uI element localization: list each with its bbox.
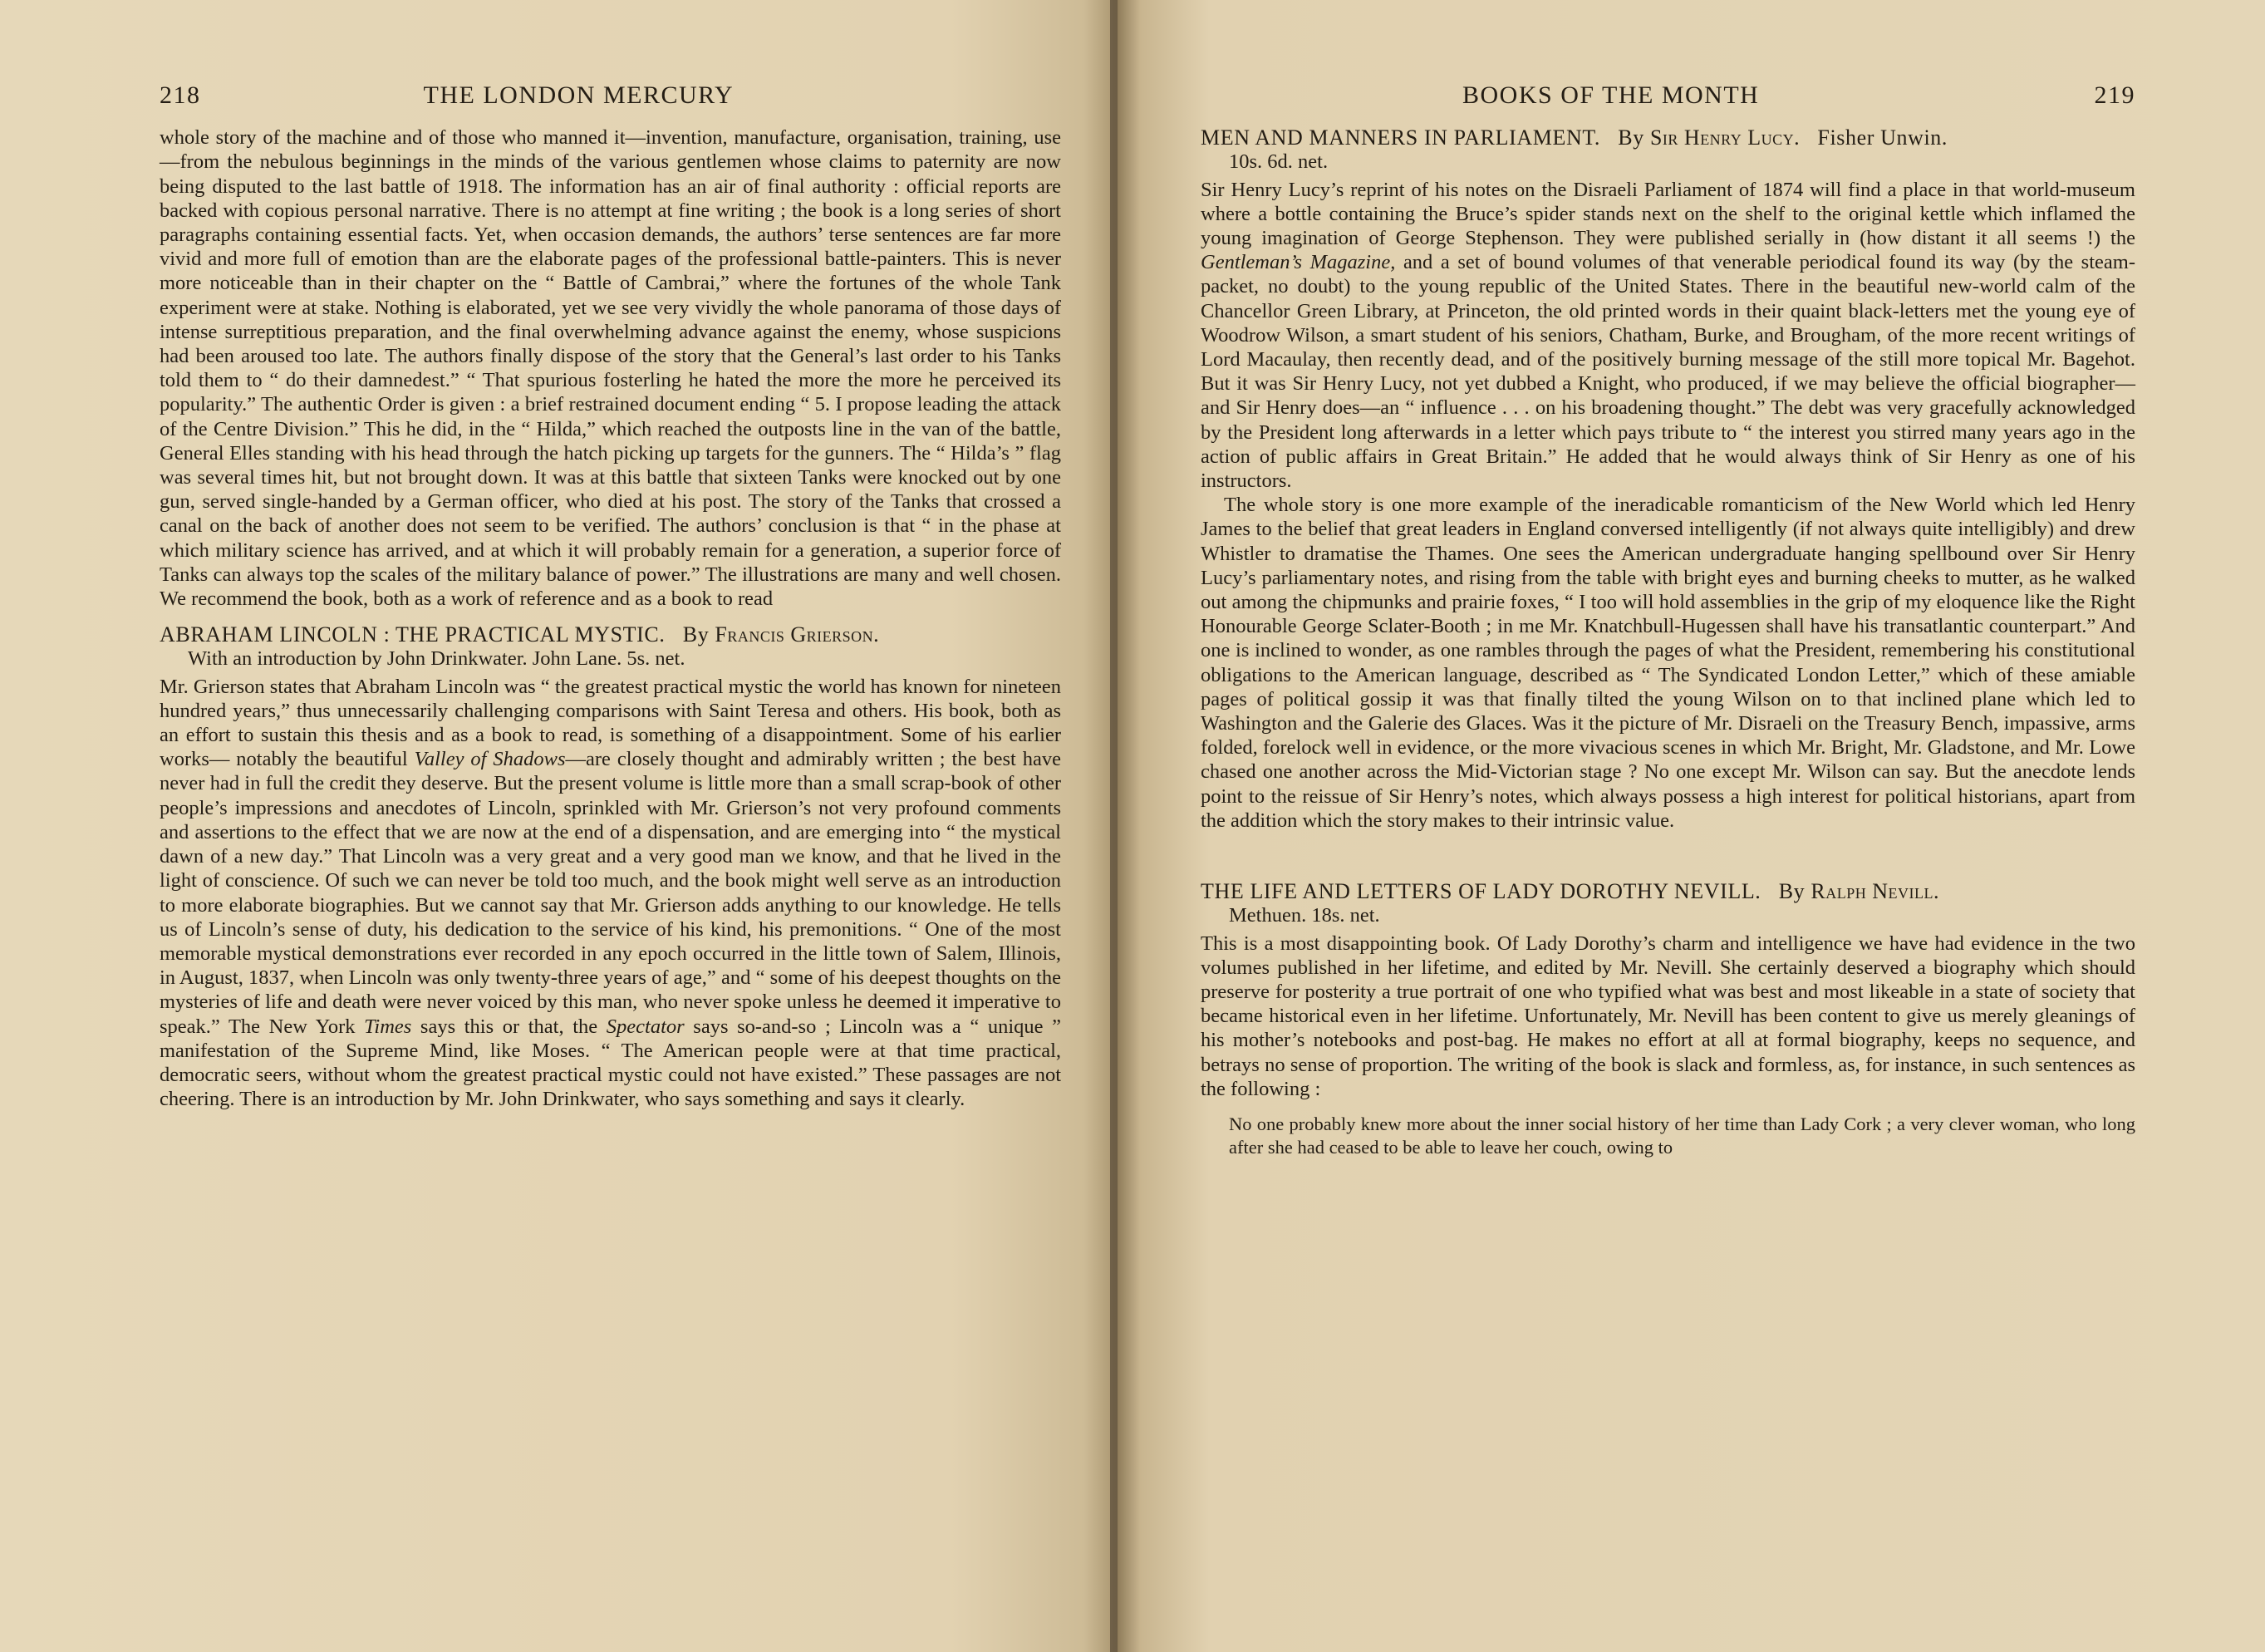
right-column xyxy=(1201,83,2135,1159)
right-page xyxy=(1118,0,2265,1652)
entry-body: This is a most disappointing book. Of Lady Dorothy’s charm and intelligence we have had evidence in the two volumes published in her lifetime, and edited by Mr. Nevill. She certainly deserved a biography which should preserve for posterity a true portrait of one who typified what was best and most likeable in a state of society that became historical even in her lifetime. Unfortunately, Mr. Nevill has been content to give us merely gleanings of his mother’s notebooks and post-bag. He makes no effort at all at formal biography, keeps no sequence, and betrays no sense of proportion. The writing of the book is slack and formless, as, for instance, in such sentences as the following : xyxy=(1201,932,2135,1100)
entry-body xyxy=(160,675,1061,1112)
entry-price: 10s. 6d. net. xyxy=(1229,150,1329,174)
left-page xyxy=(0,0,1118,1652)
magazine-title-italic: Gentleman’s Magazine, xyxy=(1201,251,1396,274)
entry-by: By xyxy=(1778,879,1806,904)
entry-heading xyxy=(1201,125,2135,150)
entry-by: By xyxy=(1618,125,1644,150)
newspaper-title-italic: Times xyxy=(364,1015,412,1038)
entry-author: Ralph Nevill. xyxy=(1811,879,1939,904)
entry-author: Sir Henry Lucy. xyxy=(1649,125,1801,150)
page-number-right: 219 xyxy=(2094,81,2135,109)
review-entry-nevill xyxy=(1201,879,2135,1159)
entry-title: ABRAHAM LINCOLN : THE PRACTICAL MYSTIC. xyxy=(160,622,666,647)
running-head-left: THE LONDON MERCURY xyxy=(423,81,735,109)
entry-author: Francis Grierson. xyxy=(715,622,880,647)
entry-body xyxy=(1201,178,2135,494)
entry-by: By xyxy=(682,622,710,647)
entry-publisher: Fisher Unwin. xyxy=(1817,125,1948,150)
entry-title: THE LIFE AND LETTERS OF LADY DOROTHY NEVILL. xyxy=(1201,879,1761,904)
body-text: Sir Henry Lucy’s reprint of his notes on the Disraeli Parliament of 1874 will find a place in that world-museum where a bottle containing the Bruce’s spider stands next on the shelf to the original kettle which inflamed the young imagination of George Stephenson. They were published serially in (how distant it all seems !) the xyxy=(1201,178,2135,250)
entry-publication: Methuen. 18s. net. xyxy=(1229,904,1380,927)
running-head-right: BOOKS OF THE MONTH xyxy=(1462,81,1760,109)
body-text: says this or that, the xyxy=(420,1015,598,1038)
book-title-italic: Valley of Shadows xyxy=(414,748,566,771)
entry-heading xyxy=(1201,879,2135,903)
left-column xyxy=(160,83,1061,1111)
right-running-head xyxy=(1201,83,2135,107)
entry-publication: With an introduction by John Drinkwater. John Lane. 5s. net. xyxy=(188,647,685,671)
body-text: and a set of bound volumes of that venerable periodical found its way (by the steam-packet, no doubt) to the young republic of the United States. There in the beautiful new-world calm of the Chancellor Green Library, at Princeton, the old printed words in their quaint black-letters met the young eye of Woodrow Wilson, a smart student of his seniors, Chatham, Burke, and Brougham, of the more recent writings of Lord Macaulay, then recently dead, and of the positively burning message of the still more topical Mr. Bagehot. But it was Sir Henry Lucy, not yet dubbed a Knight, who produced, if we may believe the official biographer—and Sir Henry does—an “ influence . . . on his broadening thought.” The debt was very gracefully acknowledged by the President long afterwards in a letter which pays tribute to “ the interest you stirred many years ago in the action of public affairs in Great Britain.” He added that he would always think of Sir Henry as one of his instructors. xyxy=(1201,251,2135,493)
body-text: Mr. Grierson states that Abraham Lincoln was “ the greatest practical mystic the world has known for nineteen hundred years,” thus unnecessarily challenging comparisons with Saint Teresa and others. His book, both as an effort to sustain this thesis and as a book to read, is something of a disappointment. Some of his earlier works— notably the beautiful xyxy=(160,675,1061,771)
review-entry-lucy xyxy=(1201,125,2135,833)
entry-title: MEN AND MANNERS IN PARLIAMENT. xyxy=(1201,125,1600,150)
body-text: —are closely thought and admirably written ; the best have never had in full the credit they deserve. But the present volume is little more than a small scrap-book of other people’s impressions and anecdotes of Lincoln, sprinkled with Mr. Grierson’s not very profound comments and assertions to the effect that we are now at the end of a dispensation, and are emerging into “ the mystical dawn of a new day.” That Lincoln was a very great and a very good man we know, and that he lived in the light of conscience. Of such we can never be told too much, and the book might well serve as an introduction to more elaborate biographies. But we cannot say that Mr. Grierson adds anything to our knowledge. He tells us of Lincoln’s sense of duty, his dedication to the service of his kind, his premonitions. “ One of the most memorable mystical demonstrations ever recorded in any epoch occurred in the little town of Salem, Illinois, in August, 1837, when Lincoln was only twenty-three years of age,” and “ some of his deepest thoughts on the mysteries of life and death were never voiced by this man, who never spoke unless he deemed it imperative to speak.” The New York xyxy=(160,748,1062,1038)
body-text: says so-and-so ; Lincoln was a “ unique ” manifestation of the Supreme Mind, like Moses. “ The American people were at that time practical, democratic seers, without whom the greatest practical mystic could not have existed.” These passages are not cheering. There is an introduction by Mr. John Drinkwater, who says something and says it clearly. xyxy=(160,1015,1062,1111)
left-running-head xyxy=(160,83,1061,107)
entry-heading xyxy=(160,622,1061,647)
review-continuation: whole story of the machine and of those who manned it—invention, manufacture, organisation, training, use—from the nebulous beginnings in the minds of the various gentlemen whose claims to paternity are now being disputed to the last battle of 1918. The information has an air of final authority : official reports are backed with copious personal narrative. There is no attempt at fine writing ; the book is a long series of short paragraphs containing essential facts. Yet, when occasion demands, the authors’ terse sentences are far more vivid and more full of emotion than are the elaborate pages of the professional battle-painters. This is never more noticeable than in their chapter on the “ Battle of Cambrai,” where the fortunes of the whole Tank experiment were at stake. Nothing is elaborated, yet we see very vividly the whole panorama of those days of intense surreptitious preparation, and the final overwhelming advance against the enemy, whose suspicions had been aroused too late. The authors finally dispose of the story that the General’s last order to his Tanks told them to “ do their damnedest.” “ That spurious fosterling he hated the more the more he perceived its popularity.” The authentic Order is given : a brief restrained document ending “ 5. I propose leading the attack of the Centre Division.” This he did, in the “ Hilda,” which reached the outposts line in the van of the battle, General Elles standing with his head through the hatch picking up targets for the gunners. The “ Hilda’s ” flag was several times hit, but not brought down. It was at this battle that sixteen Tanks were knocked out by one gun, served single-handed by a German officer, who died at his post. The story of the Tanks that crossed a canal on the back of another does not seem to be verified. The authors’ conclusion is that “ in the phase at which military science has arrived, and at which it will probably remain for a generation, a superior force of Tanks can always top the scales of the military balance of power.” The illustrations are many and well chosen. We recommend the book, both as a work of reference and as a book to read xyxy=(160,126,1061,611)
block-quote: No one probably knew more about the inner social history of her time than Lady Cork ; a very clever woman, who long after she had ceased to be able to leave her couch, owing to xyxy=(1229,1113,2135,1158)
newspaper-title-italic: Spectator xyxy=(606,1015,685,1038)
page-number-left: 218 xyxy=(160,81,201,109)
review-entry-lincoln xyxy=(160,622,1061,1111)
entry-body-paragraph: The whole story is one more example of the ineradicable romanticism of the New World which led Henry James to the belief that great leaders in England conversed intelligently (if not always quite intelligibly) and drew Whistler to dramatise the Thames. One sees the American undergraduate hanging spellbound over Sir Henry Lucy’s parliamentary notes, and rising from the table with bright eyes and burning cheeks to mutter, as he walked out among the chipmunks and prairie foxes, “ I too will hold assemblies in the grip of my eloquence like the Right Honourable George Sclater-Booth ; in me Mr. Knatchbull-Hugessen shall have his transatlantic counterpart.” And one is inclined to wonder, as one rambles through the pages of what the President, remembering his constitutional obligations to the American language, described as “ The Syndicated London Letter,” which of these amiable pages of political gossip it was that finally tilted the young Wilson on to that inclined plane which led to Washington and the Galerie des Glaces. Was it the picture of Mr. Disraeli on the Treasury Bench, impassive, arms folded, forelock well in evidence, or the more vivacious scenes in which Mr. Bright, Mr. Gladstone, and Mr. Lowe chased one another across the Mid-Victorian stage ? No one except Mr. Wilson can say. But the anecdote lends point to the reissue of Sir Henry’s notes, which always possess a high interest for political historians, apart from the addition which the story makes to their intrinsic value. xyxy=(1201,494,2135,832)
